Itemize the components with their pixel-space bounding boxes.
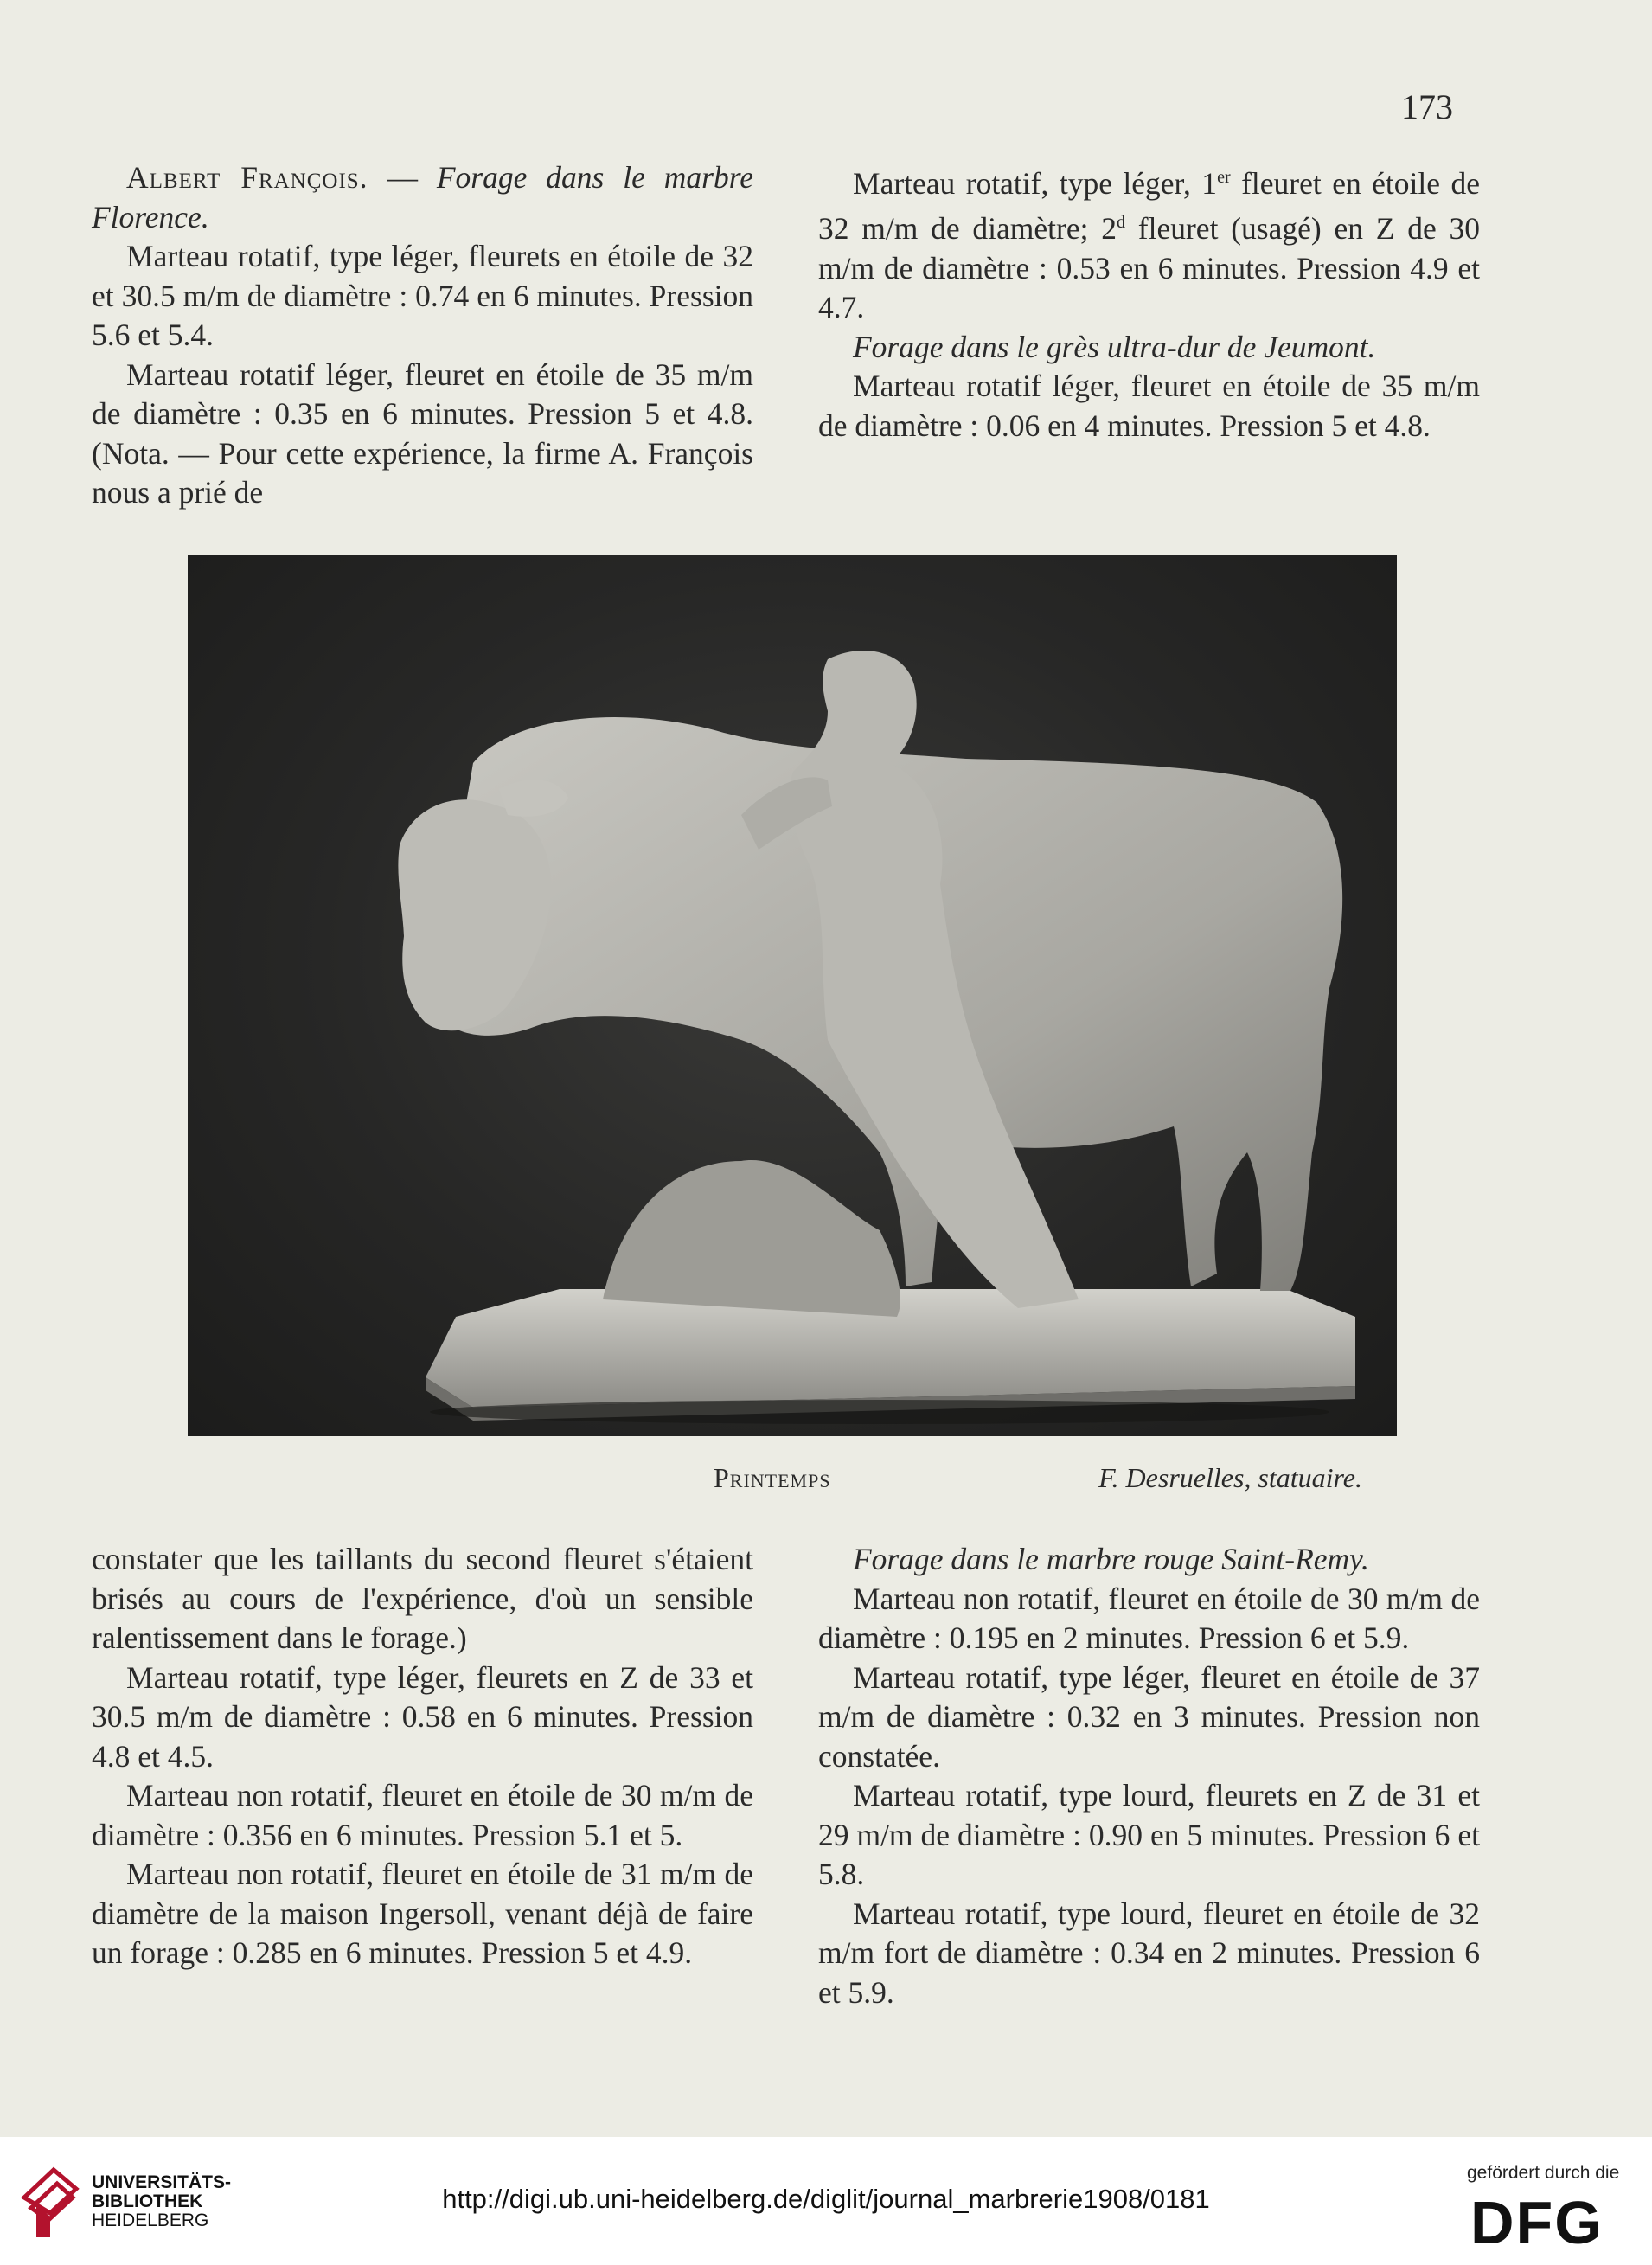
- paragraph: Marteau non rotatif, fleuret en étoile de 30 m/m de diamètre : 0.195 en 2 minutes. Pression 6 et 5.9.: [818, 1581, 1480, 1655]
- paragraph: Marteau non rotatif, fleuret en étoile de 30 m/m de diamètre : 0.356 en 6 minutes. Pression 5.1 et 5.: [92, 1778, 753, 1852]
- section-title: Forage dans le marbre Florence.: [92, 160, 753, 234]
- text-run: fleuret (usagé) en Z de 30 m/m de diamètre : 0.53 en 6 minutes. Pression 4.9 et 4.7.: [818, 211, 1480, 325]
- text-column-top-left: [92, 158, 753, 513]
- page-number: 173: [1401, 87, 1453, 126]
- library-name-line: HEIDELBERG: [92, 2210, 209, 2230]
- paragraph: Marteau rotatif, type léger, fleurets en Z de 33 et 30.5 m/m de diamètre : 0.58 en 6 minutes. Pression 4.8 et 4.5.: [92, 1659, 753, 1774]
- funded-by-label: gefördert durch die: [1467, 2163, 1620, 2183]
- caption-title: Printemps: [714, 1462, 831, 1493]
- text-run: fleuret en étoile de 32 m/m de diamètre; 2: [818, 165, 1481, 247]
- statue-photograph: [188, 555, 1397, 1436]
- text-column-bottom-left: [92, 1540, 753, 1973]
- separator: —: [368, 160, 437, 195]
- superscript: er: [1217, 168, 1231, 187]
- text-column-bottom-right: [818, 1540, 1480, 2012]
- text-column-top-right: [818, 158, 1480, 446]
- paragraph: Marteau rotatif léger, fleuret en étoile de 35 m/m de diamètre : 0.35 en 6 minutes. Pression 5 et 4.8. (Nota. — Pour cette expérience, la firme A. François nous a prié de: [92, 356, 753, 510]
- source-url-link[interactable]: http://digi.ub.uni-heidelberg.de/diglit/journal_marbrerie1908/0181: [442, 2184, 1210, 2214]
- author-name: Albert François.: [126, 160, 368, 195]
- paragraph: Marteau rotatif, type lourd, fleurets en Z de 31 et 29 m/m de diamètre : 0.90 en 5 minutes. Pression 6 et 5.8.: [818, 1778, 1480, 1891]
- caption-credit: F. Desruelles, statuaire.: [1098, 1462, 1362, 1493]
- paragraph: Marteau non rotatif, fleuret en étoile de 31 m/m de diamètre de la maison Ingersoll, venant déjà de faire un forage : 0.285 en 6 minutes. Pression 5 et 4.9.: [92, 1857, 753, 1970]
- section-title: Forage dans le grès ultra-dur de Jeumont.: [853, 329, 1376, 364]
- paragraph: Marteau rotatif léger, fleuret en étoile de 35 m/m de diamètre : 0.06 en 4 minutes. Pression 5 et 4.8.: [818, 369, 1480, 443]
- text-run: Marteau rotatif, type léger, 1: [853, 165, 1218, 201]
- statue-illustration: [188, 555, 1397, 1436]
- paragraph: constater que les taillants du second fleuret s'étaient brisés au cours de l'expérience, d'où un sensible ralentissement dans le forage.): [92, 1542, 753, 1655]
- paragraph: Marteau rotatif, type léger, fleurets en étoile de 32 et 30.5 m/m de diamètre : 0.74 en 6 minutes. Pression 5.6 et 5.4.: [92, 239, 753, 352]
- paragraph: Marteau rotatif, type lourd, fleuret en étoile de 32 m/m fort de diamètre : 0.34 en 2 minutes. Pression 6 et 5.9.: [818, 1896, 1480, 2010]
- figure-caption: [188, 1462, 1397, 1497]
- section-title: Forage dans le marbre rouge Saint-Remy.: [853, 1542, 1369, 1576]
- dfg-logo[interactable]: DFG: [1470, 2189, 1604, 2256]
- shadow-shape: [430, 1400, 1329, 1424]
- rock-shape: [603, 1160, 900, 1317]
- paragraph: Marteau rotatif, type léger, fleuret en étoile de 37 m/m de diamètre : 0.32 en 3 minutes. Pression non constatée.: [818, 1659, 1480, 1774]
- paragraph: [92, 158, 753, 237]
- library-name-line: UNIVERSITÄTS-: [92, 2172, 232, 2192]
- superscript: d: [1117, 213, 1126, 233]
- paragraph: [818, 158, 1480, 328]
- library-name-line: BIBLIOTHEK: [92, 2191, 203, 2211]
